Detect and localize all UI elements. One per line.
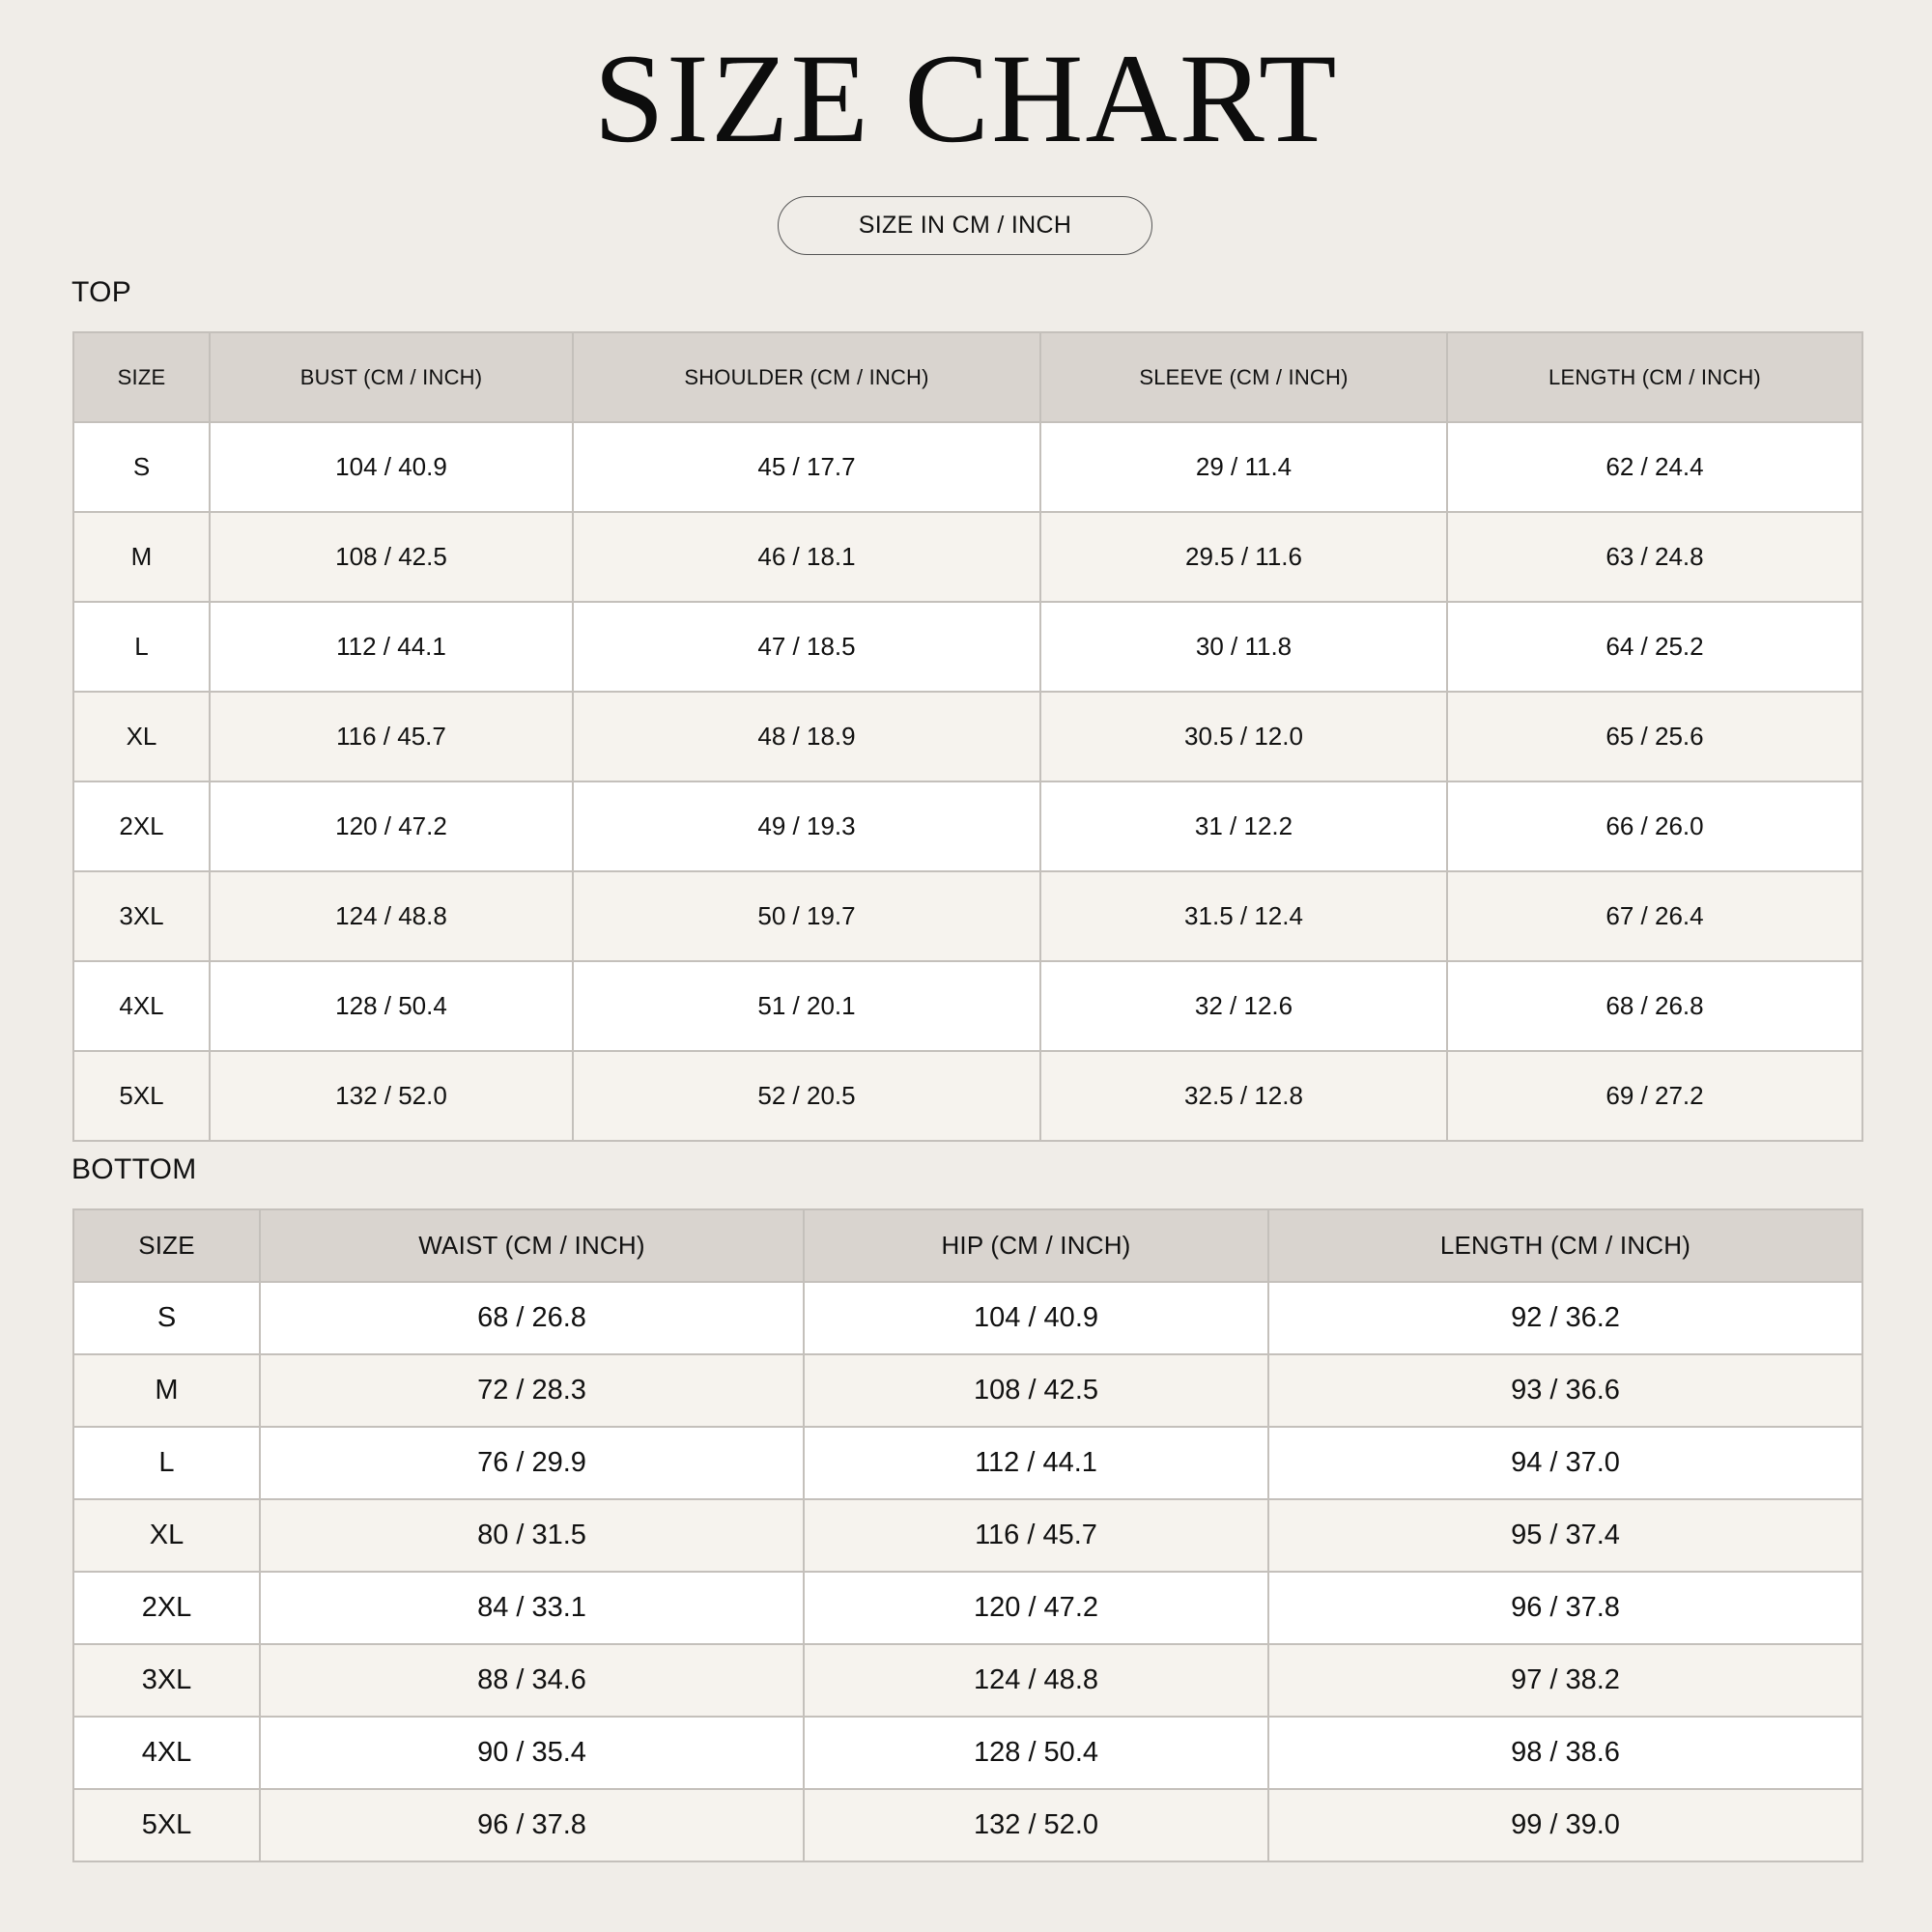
table-row [73,1282,1862,1354]
cell-shoulder: 45 / 17.7 [573,422,1040,512]
cell-size: L [73,1427,260,1499]
cell-waist: 84 / 33.1 [260,1572,804,1644]
cell-waist: 72 / 28.3 [260,1354,804,1427]
cell-size: XL [73,1499,260,1572]
table-row [73,961,1862,1051]
cell-bust: 120 / 47.2 [210,781,573,871]
cell-bust: 104 / 40.9 [210,422,573,512]
cell-size: XL [73,692,210,781]
header-bust: BUST (CM / INCH) [210,332,573,422]
header-sleeve: SLEEVE (CM / INCH) [1040,332,1447,422]
table-row [73,781,1862,871]
cell-hip: 104 / 40.9 [804,1282,1268,1354]
cell-shoulder: 50 / 19.7 [573,871,1040,961]
cell-size: S [73,1282,260,1354]
header-size: SIZE [73,332,210,422]
cell-length: 68 / 26.8 [1447,961,1862,1051]
cell-length: 62 / 24.4 [1447,422,1862,512]
cell-sleeve: 32.5 / 12.8 [1040,1051,1447,1141]
table-row [73,871,1862,961]
cell-bust: 116 / 45.7 [210,692,573,781]
table-row [73,692,1862,781]
cell-sleeve: 31.5 / 12.4 [1040,871,1447,961]
cell-size: 4XL [73,961,210,1051]
top-section-label: TOP [71,276,132,308]
cell-shoulder: 46 / 18.1 [573,512,1040,602]
cell-shoulder: 51 / 20.1 [573,961,1040,1051]
table-row [73,1789,1862,1861]
header-length: LENGTH (CM / INCH) [1447,332,1862,422]
cell-length: 66 / 26.0 [1447,781,1862,871]
table-row [73,1499,1862,1572]
table-row [73,602,1862,692]
cell-bust: 128 / 50.4 [210,961,573,1051]
cell-length: 98 / 38.6 [1268,1717,1862,1789]
table-header-row [73,1209,1862,1282]
table-row [73,1427,1862,1499]
table-row [73,1051,1862,1141]
cell-length: 95 / 37.4 [1268,1499,1862,1572]
header-shoulder: SHOULDER (CM / INCH) [573,332,1040,422]
cell-length: 92 / 36.2 [1268,1282,1862,1354]
cell-length: 63 / 24.8 [1447,512,1862,602]
page-title: SIZE CHART [593,27,1339,169]
cell-waist: 76 / 29.9 [260,1427,804,1499]
cell-shoulder: 52 / 20.5 [573,1051,1040,1141]
cell-length: 99 / 39.0 [1268,1789,1862,1861]
cell-size: M [73,1354,260,1427]
cell-shoulder: 47 / 18.5 [573,602,1040,692]
cell-bust: 132 / 52.0 [210,1051,573,1141]
cell-size: 2XL [73,1572,260,1644]
cell-sleeve: 30 / 11.8 [1040,602,1447,692]
cell-waist: 96 / 37.8 [260,1789,804,1861]
table-header-row [73,332,1862,422]
table-row [73,1644,1862,1717]
unit-label-text: SIZE IN CM / INCH [858,212,1072,239]
bottom-size-table [72,1208,1863,1862]
cell-sleeve: 32 / 12.6 [1040,961,1447,1051]
cell-size: 4XL [73,1717,260,1789]
bottom-section-label: BOTTOM [71,1153,197,1185]
cell-bust: 112 / 44.1 [210,602,573,692]
cell-hip: 128 / 50.4 [804,1717,1268,1789]
cell-hip: 116 / 45.7 [804,1499,1268,1572]
header-hip: HIP (CM / INCH) [804,1209,1268,1282]
table-row [73,422,1862,512]
cell-waist: 68 / 26.8 [260,1282,804,1354]
cell-shoulder: 49 / 19.3 [573,781,1040,871]
cell-length: 97 / 38.2 [1268,1644,1862,1717]
cell-length: 65 / 25.6 [1447,692,1862,781]
cell-sleeve: 30.5 / 12.0 [1040,692,1447,781]
table-row [73,1717,1862,1789]
cell-length: 67 / 26.4 [1447,871,1862,961]
cell-size: 2XL [73,781,210,871]
cell-size: 3XL [73,871,210,961]
cell-waist: 88 / 34.6 [260,1644,804,1717]
header-waist: WAIST (CM / INCH) [260,1209,804,1282]
header-size: SIZE [73,1209,260,1282]
unit-label-pill [778,196,1152,255]
cell-waist: 80 / 31.5 [260,1499,804,1572]
cell-sleeve: 31 / 12.2 [1040,781,1447,871]
cell-size: 5XL [73,1789,260,1861]
cell-hip: 124 / 48.8 [804,1644,1268,1717]
cell-sleeve: 29.5 / 11.6 [1040,512,1447,602]
cell-size: L [73,602,210,692]
table-row [73,1572,1862,1644]
cell-length: 93 / 36.6 [1268,1354,1862,1427]
table-row [73,512,1862,602]
cell-length: 94 / 37.0 [1268,1427,1862,1499]
cell-hip: 112 / 44.1 [804,1427,1268,1499]
cell-shoulder: 48 / 18.9 [573,692,1040,781]
cell-size: M [73,512,210,602]
cell-length: 64 / 25.2 [1447,602,1862,692]
cell-size: 3XL [73,1644,260,1717]
cell-hip: 120 / 47.2 [804,1572,1268,1644]
cell-size: 5XL [73,1051,210,1141]
cell-hip: 132 / 52.0 [804,1789,1268,1861]
table-row [73,1354,1862,1427]
cell-bust: 108 / 42.5 [210,512,573,602]
cell-waist: 90 / 35.4 [260,1717,804,1789]
cell-size: S [73,422,210,512]
cell-length: 69 / 27.2 [1447,1051,1862,1141]
header-length: LENGTH (CM / INCH) [1268,1209,1862,1282]
cell-bust: 124 / 48.8 [210,871,573,961]
top-size-table [72,331,1863,1142]
cell-length: 96 / 37.8 [1268,1572,1862,1644]
cell-sleeve: 29 / 11.4 [1040,422,1447,512]
cell-hip: 108 / 42.5 [804,1354,1268,1427]
